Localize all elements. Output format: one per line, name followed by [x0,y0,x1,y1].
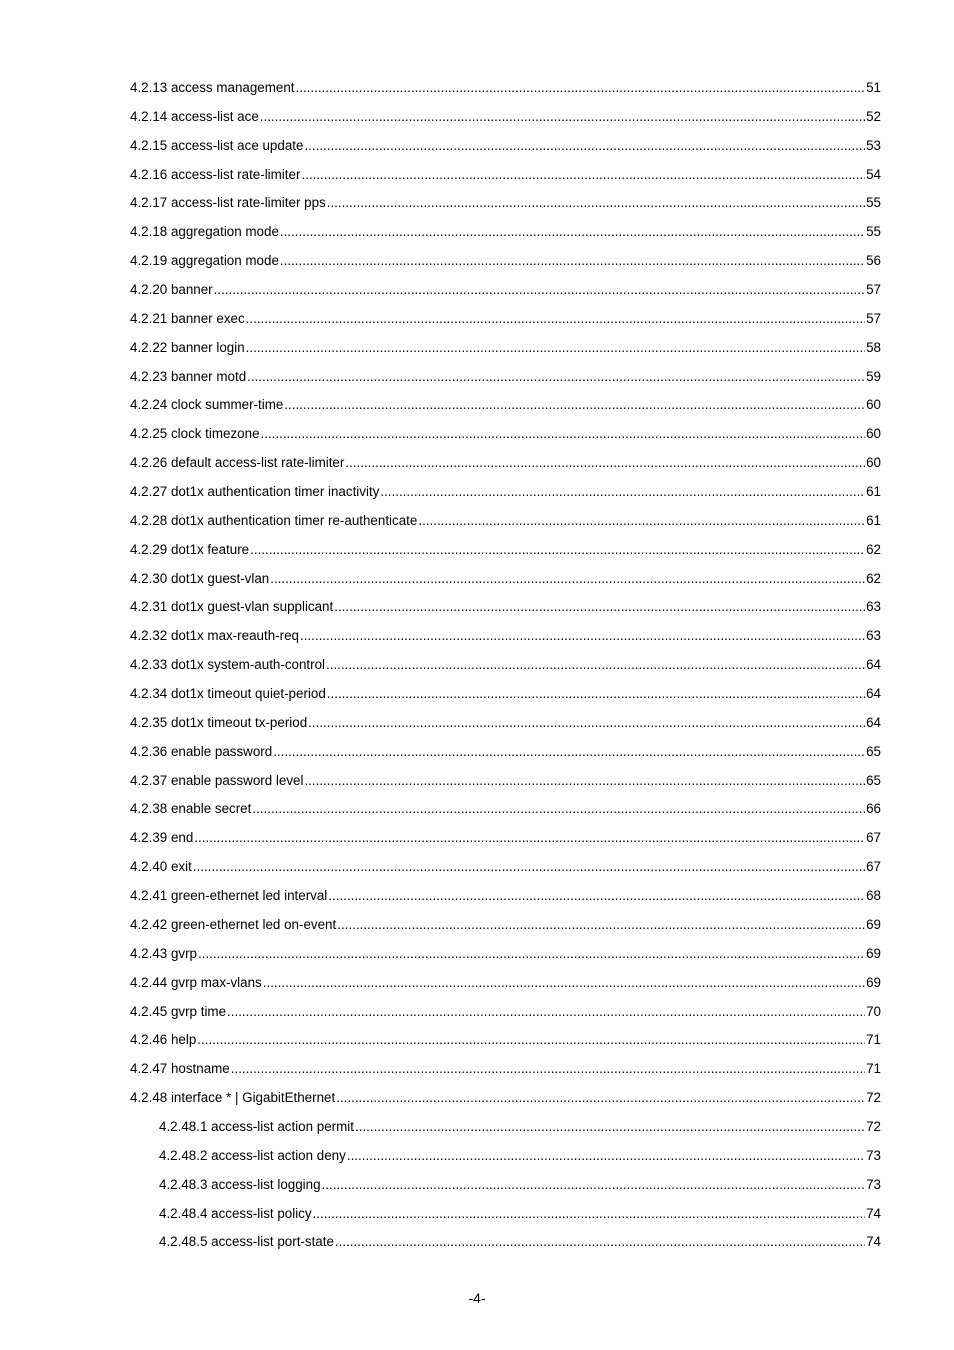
toc-entry-page-number: 56 [866,253,881,269]
toc-entry-page-number: 74 [866,1205,881,1221]
toc-entry-title: 4.2.40 exit [130,859,192,875]
toc-dot-leader [261,425,866,443]
toc-entry-title: 4.2.33 dot1x system-auth-control [130,657,326,673]
toc-entry[interactable] [130,454,881,483]
toc-entry-page-number: 55 [866,195,881,211]
toc-dot-leader [250,541,865,559]
toc-entry-title: 4.2.32 dot1x max-reauth-req [130,628,299,644]
toc-entry-page-number: 69 [866,945,881,961]
toc-entry[interactable] [130,800,881,829]
toc-entry[interactable] [130,137,881,166]
toc-entry-page-number: 62 [866,541,881,557]
toc-dot-leader [322,1176,866,1194]
toc-dot-leader [193,858,865,876]
toc-dot-leader [252,800,865,818]
toc-dot-leader [327,685,865,703]
toc-entry-page-number: 63 [866,599,881,615]
toc-dot-leader [280,252,865,270]
toc-entry-title: 4.2.48.2 access-list action deny [159,1147,346,1163]
toc-entry-title: 4.2.14 access-list ace [130,108,259,124]
toc-entry-title: 4.2.23 banner motd [130,368,247,384]
toc-entry-page-number: 60 [866,426,881,442]
toc-entry[interactable] [130,1118,881,1147]
toc-entry-page-number: 61 [866,512,881,528]
toc-entry-page-number: 74 [866,1234,881,1250]
toc-entry[interactable] [130,974,881,1003]
toc-dot-leader [326,656,865,674]
page-number: -4- [468,1290,486,1306]
toc-entry-page-number: 55 [866,224,881,240]
toc-entry[interactable] [130,425,881,454]
toc-entry-title: 4.2.31 dot1x guest-vlan supplicant [130,599,334,615]
toc-entry-page-number: 60 [866,397,881,413]
toc-entry[interactable] [130,714,881,743]
toc-entry-page-number: 62 [866,570,881,586]
toc-entry-title: 4.2.34 dot1x timeout quiet-period [130,686,326,702]
toc-dot-leader [380,483,865,501]
toc-entry[interactable] [130,1147,881,1176]
toc-entry-page-number: 61 [866,484,881,500]
toc-dot-leader [337,916,865,934]
toc-dot-leader [296,79,866,97]
toc-entry-title: 4.2.41 green-ethernet led interval [130,888,328,904]
toc-entry-title: 4.2.47 hostname [130,1061,230,1077]
toc-entry-title: 4.2.48.3 access-list logging [159,1176,321,1192]
toc-entry-page-number: 51 [866,80,881,95]
toc-entry[interactable] [130,483,881,512]
toc-entry[interactable] [130,339,881,368]
toc-dot-leader [304,137,865,155]
toc-entry[interactable] [130,656,881,685]
toc-entry[interactable] [130,627,881,656]
toc-entry-title: 4.2.26 default access-list rate-limiter [130,455,345,471]
toc-entry-title: 4.2.36 enable password [130,743,273,759]
toc-dot-leader [336,1089,865,1107]
toc-entry-title: 4.2.30 dot1x guest-vlan [130,570,270,586]
toc-entry-title: 4.2.21 banner exec [130,310,245,326]
table-of-contents [130,79,881,1262]
toc-dot-leader [328,887,865,905]
toc-entry-page-number: 63 [866,628,881,644]
toc-entry[interactable] [130,252,881,281]
toc-entry-page-number: 58 [866,339,881,355]
toc-entry[interactable] [130,945,881,974]
toc-entry-page-number: 59 [866,368,881,384]
toc-entry[interactable] [130,1233,881,1262]
toc-entry-page-number: 54 [866,166,881,182]
toc-entry-page-number: 73 [866,1147,881,1163]
toc-entry[interactable] [130,887,881,916]
toc-entry-title: 4.2.44 gvrp max-vlans [130,974,262,990]
toc-dot-leader [327,194,865,212]
toc-entry-page-number: 72 [866,1118,881,1134]
toc-entry-page-number: 72 [866,1090,881,1106]
toc-entry-title: 4.2.38 enable secret [130,801,252,817]
toc-dot-leader [280,223,865,241]
toc-entry-page-number: 64 [866,657,881,673]
toc-entry-page-number: 52 [866,108,881,124]
toc-dot-leader [263,974,865,992]
toc-entry-page-number: 70 [866,1003,881,1019]
toc-entry[interactable] [130,194,881,223]
toc-dot-leader [260,108,865,126]
toc-entry-title: 4.2.45 gvrp time [130,1003,227,1019]
toc-entry[interactable] [130,570,881,599]
toc-entry[interactable] [130,829,881,858]
toc-dot-leader [284,396,865,414]
toc-entry-title: 4.2.13 access management [130,80,295,95]
toc-entry-title: 4.2.25 clock timezone [130,426,260,442]
toc-entry-title: 4.2.16 access-list rate-limiter [130,166,301,182]
toc-entry-page-number: 69 [866,974,881,990]
toc-entry-page-number: 57 [866,310,881,326]
toc-dot-leader [355,1118,865,1136]
toc-entry[interactable] [130,396,881,425]
toc-entry[interactable] [130,1205,881,1234]
toc-entry[interactable] [130,772,881,801]
toc-entry[interactable] [130,512,881,541]
toc-entry-page-number: 71 [866,1061,881,1077]
toc-entry[interactable] [130,281,881,310]
toc-entry-title: 4.2.22 banner login [130,339,245,355]
toc-dot-leader [301,166,865,184]
toc-dot-leader [308,714,865,732]
toc-entry-page-number: 68 [866,888,881,904]
toc-dot-leader [246,310,865,328]
toc-entry[interactable] [130,166,881,195]
toc-entry-title: 4.2.46 help [130,1032,197,1048]
toc-entry[interactable] [130,1060,881,1089]
toc-entry-title: 4.2.48.4 access-list policy [159,1205,312,1221]
toc-entry[interactable] [130,1176,881,1205]
toc-dot-leader [300,627,865,645]
toc-entry-title: 4.2.28 dot1x authentication timer re-authenticate [130,512,418,528]
toc-entry[interactable] [130,1003,881,1032]
toc-entry-page-number: 60 [866,455,881,471]
toc-entry-page-number: 53 [866,137,881,153]
toc-entry-title: 4.2.29 dot1x feature [130,541,250,557]
toc-entry[interactable] [130,368,881,397]
toc-entry[interactable] [130,541,881,570]
toc-dot-leader [227,1003,865,1021]
toc-entry-page-number: 71 [866,1032,881,1048]
toc-entry[interactable] [130,743,881,772]
toc-entry-title: 4.2.35 dot1x timeout tx-period [130,714,308,730]
toc-entry[interactable] [130,858,881,887]
toc-dot-leader [247,368,865,386]
toc-entry-title: 4.2.27 dot1x authentication timer inactivity [130,484,380,500]
toc-entry-page-number: 73 [866,1176,881,1192]
toc-dot-leader [313,1205,866,1223]
toc-entry[interactable] [130,598,881,627]
toc-entry[interactable] [130,916,881,945]
toc-dot-leader [214,281,865,299]
toc-entry-title: 4.2.48.5 access-list port-state [159,1234,334,1250]
toc-entry-title: 4.2.19 aggregation mode [130,253,279,269]
toc-entry[interactable] [130,108,881,137]
toc-entry[interactable] [130,310,881,339]
toc-entry-title: 4.2.43 gvrp [130,945,197,961]
toc-entry-title: 4.2.48.1 access-list action permit [159,1118,354,1134]
toc-entry-title: 4.2.37 enable password level [130,772,304,788]
toc-entry-page-number: 69 [866,916,881,932]
toc-entry[interactable] [130,79,881,108]
toc-entry[interactable] [130,1031,881,1060]
toc-dot-leader [197,1031,865,1049]
toc-entry-page-number: 64 [866,714,881,730]
toc-dot-leader [334,598,865,616]
toc-entry-page-number: 57 [866,282,881,298]
toc-dot-leader [246,339,865,357]
toc-entry-page-number: 64 [866,686,881,702]
toc-dot-leader [418,512,865,530]
toc-dot-leader [304,772,865,790]
toc-dot-leader [270,570,865,588]
toc-entry-title: 4.2.42 green-ethernet led on-event [130,916,337,932]
toc-entry-title: 4.2.20 banner [130,282,213,298]
toc-entry-title: 4.2.48 interface * | GigabitEthernet [130,1090,336,1106]
toc-dot-leader [335,1233,865,1251]
toc-dot-leader [231,1060,865,1078]
toc-entry-title: 4.2.24 clock summer-time [130,397,284,413]
toc-entry-title: 4.2.15 access-list ace update [130,137,304,153]
toc-entry[interactable] [130,1089,881,1118]
toc-entry-title: 4.2.18 aggregation mode [130,224,279,240]
toc-dot-leader [198,945,865,963]
toc-entry-page-number: 65 [866,772,881,788]
toc-entry-page-number: 67 [866,859,881,875]
toc-entry-page-number: 66 [866,801,881,817]
toc-entry[interactable] [130,685,881,714]
toc-dot-leader [345,454,865,472]
toc-dot-leader [273,743,865,761]
toc-dot-leader [347,1147,865,1165]
toc-entry[interactable] [130,223,881,252]
toc-entry-title: 4.2.39 end [130,830,194,846]
toc-entry-title: 4.2.17 access-list rate-limiter pps [130,195,326,211]
toc-entry-page-number: 67 [866,830,881,846]
toc-dot-leader [194,829,865,847]
toc-entry-page-number: 65 [866,743,881,759]
